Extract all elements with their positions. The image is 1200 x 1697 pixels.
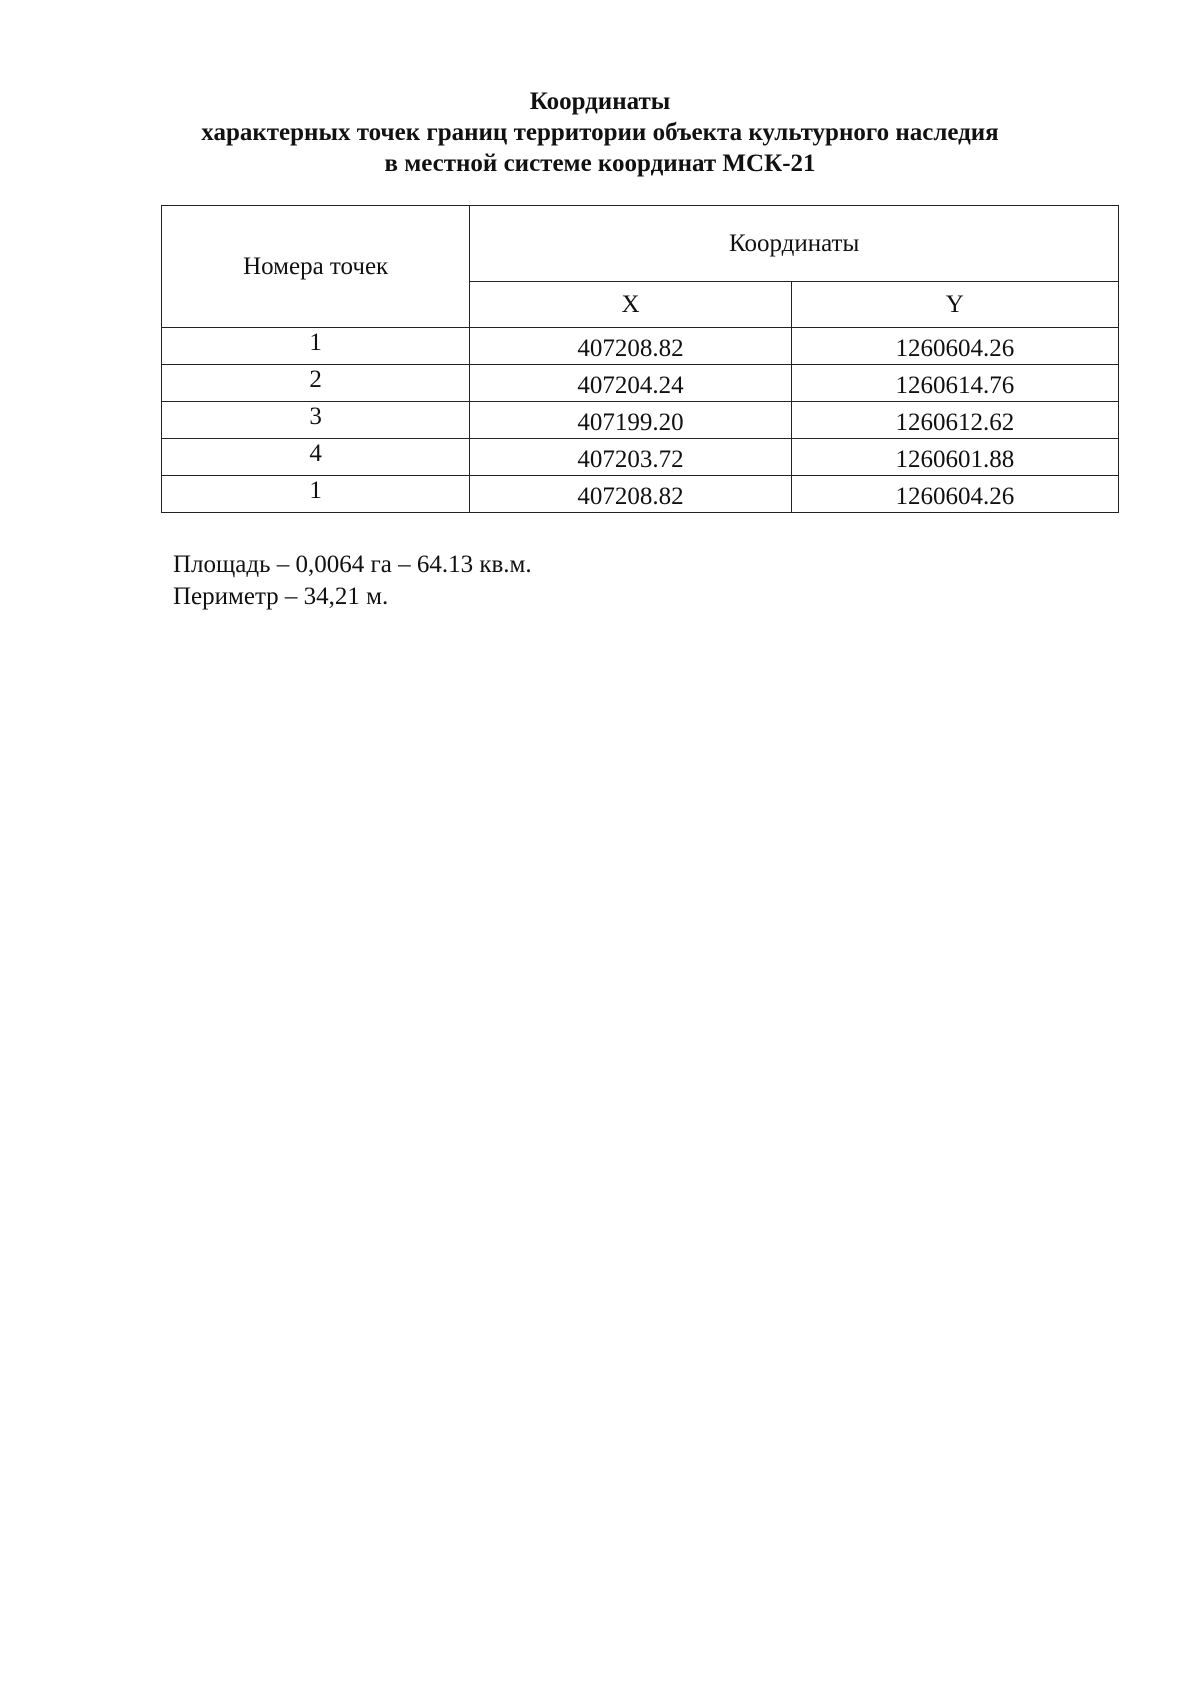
coord-x: 407199.20 — [470, 402, 791, 439]
point-number: 1 — [162, 328, 470, 365]
table-row — [162, 439, 1119, 476]
table-row — [162, 402, 1119, 439]
point-number: 3 — [162, 402, 470, 439]
table-row — [162, 328, 1119, 365]
coord-x: 407208.82 — [470, 328, 791, 365]
point-number: 2 — [162, 365, 470, 402]
table-row — [162, 365, 1119, 402]
title-line-3: в местной системе координат МСК-21 — [384, 150, 816, 177]
header-y: Y — [791, 282, 1118, 328]
area-text: Площадь – 0,0064 га – 64.13 кв.м. — [173, 551, 532, 578]
coord-y: 1260614.76 — [791, 365, 1118, 402]
title-line-2: характерных точек границ территории объекта культурного наследия — [201, 119, 999, 146]
header-coordinates: Координаты — [470, 206, 1119, 282]
coord-x: 407208.82 — [470, 476, 791, 513]
document-title — [0, 86, 1200, 179]
coord-y: 1260604.26 — [791, 476, 1118, 513]
table-row — [162, 476, 1119, 513]
point-number: 4 — [162, 439, 470, 476]
coordinates-table — [161, 205, 1119, 513]
coord-x: 407203.72 — [470, 439, 791, 476]
notes-block — [173, 549, 532, 613]
header-x: X — [470, 282, 791, 328]
point-number: 1 — [162, 476, 470, 513]
coord-y: 1260612.62 — [791, 402, 1118, 439]
coord-y: 1260601.88 — [791, 439, 1118, 476]
coord-y: 1260604.26 — [791, 328, 1118, 365]
header-point-numbers: Номера точек — [162, 206, 470, 328]
coord-x: 407204.24 — [470, 365, 791, 402]
title-line-1: Координаты — [529, 88, 671, 115]
perimeter-text: Периметр – 34,21 м. — [173, 583, 389, 610]
